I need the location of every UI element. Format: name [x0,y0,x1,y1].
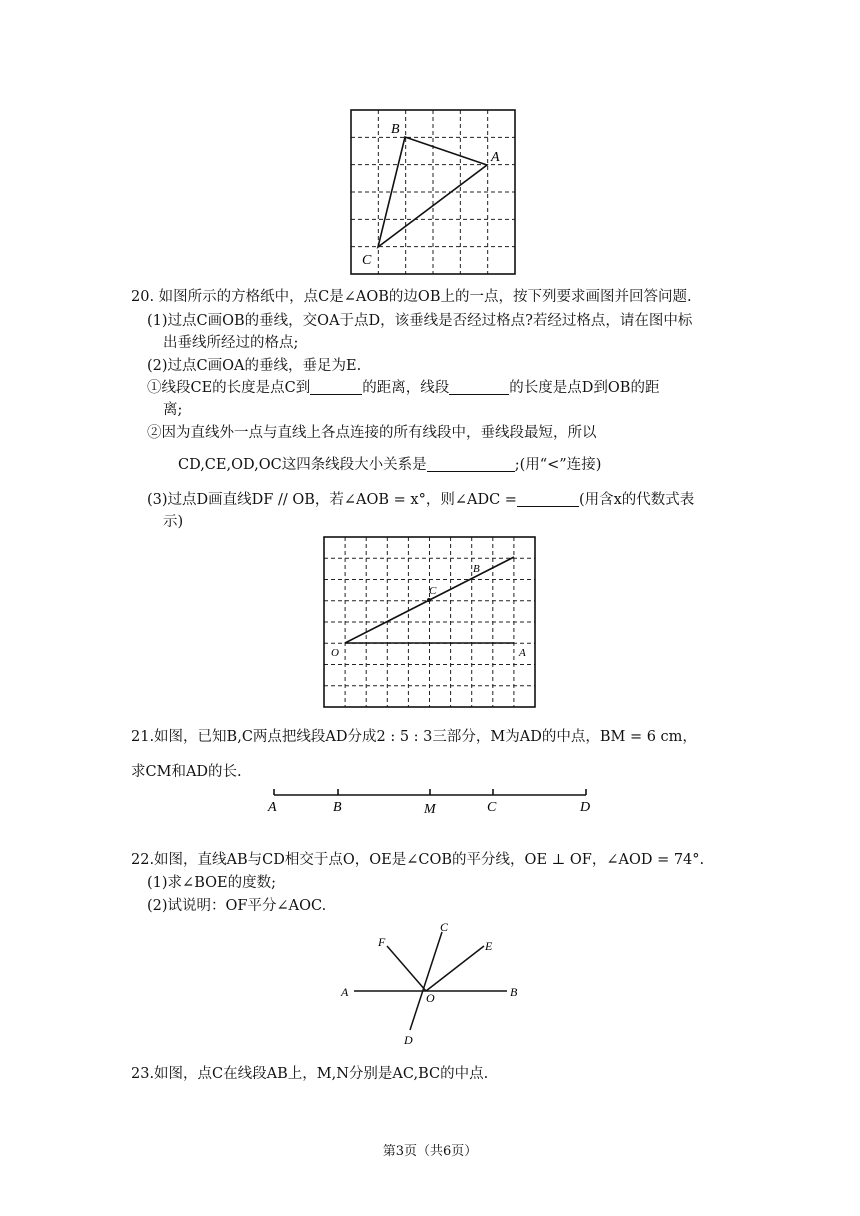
label-F: F [378,935,386,949]
label-E: E [485,939,493,953]
label-C: C [362,253,372,268]
label-A: A [341,985,349,999]
q20-part1-line2: 出垂线所经过的格点; [163,335,299,351]
q20-part3-a: (3)过点D画直线DF // OB，若∠AOB = x°，则∠ADC = [147,492,517,508]
label-O: O [331,647,339,659]
label-C: C [440,920,449,934]
q20-stem: 20. 如图所示的方格纸中，点C是∠AOB的边OB上的一点，按下列要求画图并回答问题. [131,289,692,305]
page-footer: 第3页（共6页） [382,1144,478,1159]
q20-part1-line1: (1)过点C画OB的垂线，交OA于点D，该垂线是否经过格点?若经过格点，请在图中标 [147,313,693,329]
q22-part2: (2)试说明：OF平分∠AOC. [147,898,327,914]
q20-part2-i-b: 的距离，线段 [362,380,450,396]
label-A: A [268,800,277,815]
label-D: D [580,800,591,815]
q20-part3-c: 示) [163,514,184,530]
q20-part2-ii-line1: ②因为直线外一点与直线上各点连接的所有线段中，垂线段最短，所以 [147,425,597,441]
label-B: B [473,563,480,575]
label-B: B [333,800,342,815]
q21-line2: 求CM和AD的长. [131,764,242,780]
label-B: B [391,122,400,137]
label-B: B [510,985,518,999]
q22-part1: (1)求∠BOE的度数; [147,875,276,891]
q20-part2-i-d: 离; [163,402,183,418]
q20-part3-b: (用含x的代数式表 [578,492,695,508]
q20-part2-ii-b: ;(用“<”连接) [514,457,602,473]
ray-OF [387,946,426,991]
label-A: A [491,150,500,165]
label-M: M [424,802,436,817]
q20-part2-ii-a: CD,CE,OD,OC这四条线段大小关系是 [178,457,427,473]
q20-part2: (2)过点C画OA的垂线，垂足为E. [147,358,362,374]
label-A: A [519,647,526,659]
q23-stem: 23.如图，点C在线段AB上，M,N分别是AC,BC的中点. [131,1066,489,1082]
line-CD [410,932,442,1030]
label-C: C [487,800,497,815]
q21-line1: 21.如图，已知B,C两点把线段AD分成2 : 5 : 3三部分，M为AD的中点，BM = 6 cm， [131,729,697,745]
label-D: D [404,1033,413,1047]
q22-stem: 22.如图，直线AB与CD相交于点O，OE是∠COB的平分线，OE ⊥ OF，∠AOD = 74°. [131,852,705,868]
q20-part2-i-a: ①线段CE的长度是点C到 [147,380,311,396]
label-O: O [426,991,435,1005]
label-C: C [429,585,437,597]
q20-part2-i-c: 的长度是点D到OB的距 [509,380,660,396]
